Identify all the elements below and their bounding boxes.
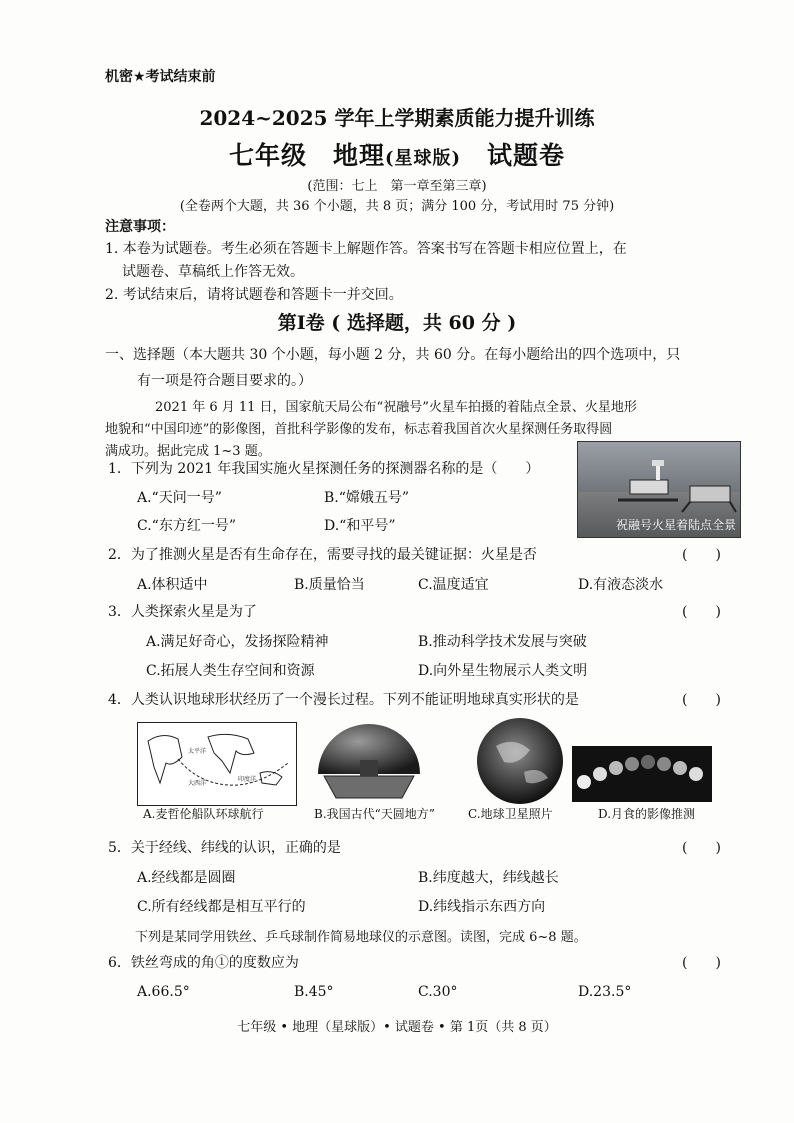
q5-answer-bracket: ( ) — [682, 840, 721, 856]
note-2: 2. 考试结束后，请将试题卷和答题卡一并交回。 — [105, 287, 403, 303]
exam-info: (全卷两个大题，共 36 个小题，共 8 页；满分 100 分，考试用时 75 分钟) — [179, 199, 615, 214]
q5-option-d: D.纬线指示东西方向 — [418, 899, 546, 915]
q6-8-intro: 下列是某同学用铁丝、乒乓球制作简易地球仪的示意图。读图，完成 6~8 题。 — [135, 930, 587, 945]
africa-eurasia-landmass — [208, 734, 254, 773]
photo-caption: 祝融号火星着陆点全景 — [615, 518, 736, 532]
q3-option-a: A.满足好奇心，发扬探险精神 — [146, 634, 329, 650]
exam-title: 2024~2025 学年上学期素质能力提升训练 — [199, 106, 595, 130]
australia-landmass — [260, 772, 282, 785]
moon-4 — [625, 757, 639, 771]
lunar-eclipse-sequence — [572, 746, 712, 802]
magellan-voyage-map — [137, 722, 297, 806]
q2-option-a: A.体积适中 — [137, 577, 208, 593]
lander-leg-left — [682, 502, 690, 512]
map-label-atlantic: 大西洋 — [188, 780, 207, 787]
moon-8 — [689, 767, 703, 781]
moon-1 — [577, 775, 591, 789]
map-label-pacific: 太平洋 — [188, 748, 207, 755]
world-map-graphic — [138, 723, 296, 805]
passage-line-3: 满成功。据此完成 1~3 题。 — [105, 444, 271, 459]
q2-answer-bracket: ( ) — [682, 547, 721, 563]
rover-mast — [656, 464, 660, 480]
q3-option-b: B.推动科学技术发展与突破 — [418, 634, 587, 650]
section-intro: 一、选择题（本大题共 30 个小题，每小题 2 分，共 60 分。在每小题给出的四个选项中，只 — [105, 347, 681, 363]
lander-leg-right — [730, 502, 736, 512]
moon-6 — [657, 757, 671, 771]
question-5-stem: 5．关于经线、纬线的认识，正确的是 — [108, 840, 341, 856]
exam-subtitle — [0, 136, 794, 172]
q5-option-b: B.纬度越大，纬线越长 — [418, 870, 559, 886]
question-2-stem: 2．为了推测火星是否有生命存在，需要寻找的最关键证据：火星是否 — [108, 547, 537, 563]
q4-option-c: C.地球卫星照片 — [468, 807, 553, 821]
q4-answer-bracket: ( ) — [682, 692, 721, 708]
q6-option-a: A.66.5° — [137, 984, 190, 1000]
rover-camera — [652, 460, 664, 466]
moon-phases-graphic — [572, 746, 712, 802]
question-1-stem: 1．下列为 2021 年我国实施火星探测任务的探测器名称的是（ ） — [108, 461, 540, 477]
earth-globe-graphic — [474, 716, 566, 806]
q1-option-b: B.“嫦娥五号” — [324, 490, 410, 506]
q6-option-c: C.30° — [418, 984, 458, 1000]
q2-option-b: B.质量恰当 — [294, 577, 365, 593]
square-earth — [324, 776, 414, 798]
subtitle-paper: 试题卷 — [461, 141, 566, 170]
question-3-stem: 3．人类探索火星是为了 — [108, 604, 257, 620]
figure-center — [360, 760, 378, 776]
subtitle-edition: (星球版) — [384, 148, 462, 169]
q4-option-d: D.月食的影像推测 — [598, 807, 696, 821]
earth-satellite-photo — [474, 716, 566, 806]
round-sky-square-earth — [310, 716, 428, 806]
rover-body — [630, 480, 668, 494]
note-1: 1. 本卷为试题卷。考生必须在答题卡上解题作答。答案书写在答题卡相应位置上，在 — [105, 241, 627, 257]
page-footer: 七年级 • 地理（星球版）• 试题卷 • 第 1页（共 8 页） — [237, 1020, 557, 1035]
q6-answer-bracket: ( ) — [682, 955, 721, 971]
q4-option-b: B.我国古代“天圆地方” — [314, 807, 435, 821]
section-intro-cont: 有一项是符合题目要求的。） — [137, 373, 312, 389]
q6-option-d: D.23.5° — [578, 984, 632, 1000]
q3-answer-bracket: ( ) — [682, 604, 721, 620]
q4-option-a: A.麦哲伦船队环球航行 — [143, 807, 264, 821]
q3-option-d: D.向外星生物展示人类文明 — [418, 663, 588, 679]
question-4-stem: 4．人类认识地球形状经历了一个漫长过程。下列不能证明地球真实形状的是 — [108, 692, 579, 708]
passage-line-2: 地貌和“中国印迹”的影像图，首批科学影像的发布，标志着我国首次火星探测任务取得圆 — [105, 422, 613, 437]
section-title: 第Ⅰ卷 ( 选择题，共 60 分 ) — [277, 312, 517, 334]
moon-5 — [641, 755, 655, 769]
notes-heading: 注意事项： — [105, 219, 175, 235]
exam-scope: (范围：七上 第一章至第三章) — [307, 179, 487, 194]
note-1-cont: 试题卷、草稿纸上作答无效。 — [122, 264, 304, 280]
q1-option-d: D.“和平号” — [324, 518, 396, 534]
q1-option-a: A.“天问一号” — [137, 490, 222, 506]
confidential-mark: 机密★考试结束前 — [105, 69, 216, 85]
moon-2 — [593, 767, 607, 781]
passage-line-1: 2021 年 6 月 11 日，国家航天局公布“祝融号”火星车拍摄的着陆点全景、火星地形 — [155, 400, 637, 415]
q2-option-d: D.有液态淡水 — [578, 577, 664, 593]
q5-option-a: A.经线都是圆圈 — [137, 870, 236, 886]
lander-body — [690, 486, 730, 502]
q1-option-c: C.“东方红一号” — [137, 518, 236, 534]
moon-3 — [609, 761, 623, 775]
q2-option-c: C.温度适宜 — [418, 577, 489, 593]
map-label-indian: 印度洋 — [238, 776, 257, 783]
mars-landing-photo — [577, 441, 741, 538]
americas-landmass — [148, 735, 182, 783]
dome-graphic — [310, 716, 428, 806]
moon-7 — [673, 761, 687, 775]
question-6-stem: 6．铁丝弯成的角①的度数应为 — [108, 955, 299, 971]
q5-option-c: C.所有经线都是相互平行的 — [137, 899, 306, 915]
earth-sphere — [477, 718, 563, 804]
q3-option-c: C.拓展人类生存空间和资源 — [146, 663, 315, 679]
subtitle-grade: 七年级 地理 — [228, 141, 385, 170]
q6-option-b: B.45° — [294, 984, 334, 1000]
